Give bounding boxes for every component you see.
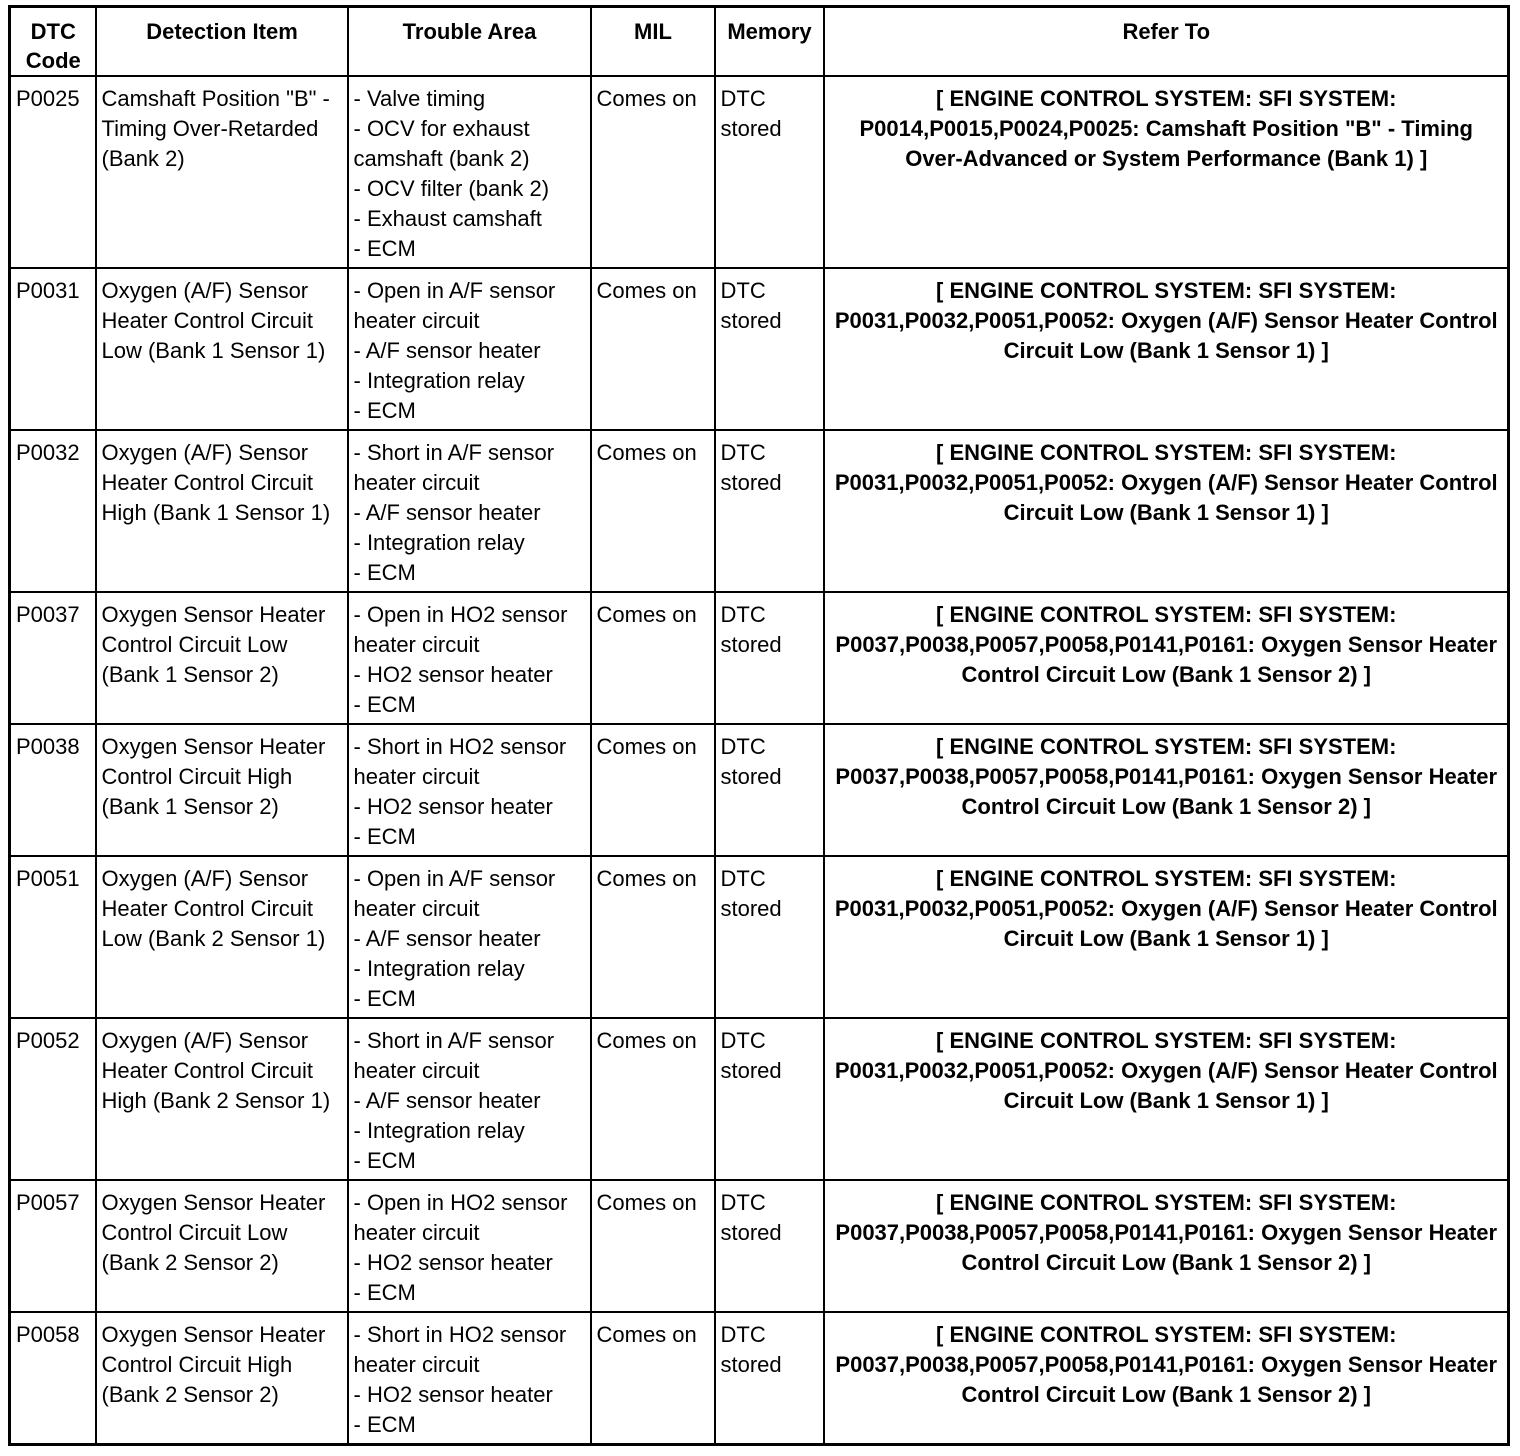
dtc-code-cell: P0032 (10, 430, 96, 592)
dtc-code-cell: P0052 (10, 1018, 96, 1180)
header-memory: Memory (715, 7, 824, 77)
refer-to-link[interactable]: [ ENGINE CONTROL SYSTEM: SFI SYSTEM: P0014,P0015,P0024,P0025: Camshaft Position "B" - Timing Over-Advanced or System Performance (Bank 1) ] (824, 76, 1509, 268)
memory-cell: DTC stored (715, 724, 824, 856)
table-row (10, 1312, 1509, 1444)
detection-item-cell: Oxygen Sensor Heater Control Circuit Low (Bank 2 Sensor 2) (96, 1180, 348, 1312)
detection-item-cell: Oxygen Sensor Heater Control Circuit High (Bank 2 Sensor 2) (96, 1312, 348, 1444)
header-detection-item: Detection Item (96, 7, 348, 77)
header-mil: MIL (591, 7, 715, 77)
dtc-code-cell: P0025 (10, 76, 96, 268)
trouble-area-line: - Short in A/F sensor heater circuit (353, 1028, 555, 1083)
header-dtc-code: DTC Code (10, 7, 96, 77)
detection-item-cell: Oxygen (A/F) Sensor Heater Control Circuit Low (Bank 2 Sensor 1) (96, 856, 348, 1018)
memory-cell: DTC stored (715, 1312, 824, 1444)
trouble-area-cell (348, 430, 591, 592)
table-row (10, 592, 1509, 724)
trouble-area-line: - HO2 sensor heater (353, 1250, 553, 1275)
memory-cell: DTC stored (715, 76, 824, 268)
mil-cell: Comes on (591, 1180, 715, 1312)
trouble-area-line: - OCV filter (bank 2) (353, 176, 550, 201)
trouble-area-line: - Open in A/F sensor heater circuit (353, 866, 556, 921)
refer-to-link[interactable]: [ ENGINE CONTROL SYSTEM: SFI SYSTEM: P0031,P0032,P0051,P0052: Oxygen (A/F) Sensor Heater Control Circuit Low (Bank 1 Sensor 1) ] (824, 268, 1509, 430)
trouble-area-line: - ECM (353, 1148, 416, 1173)
trouble-area-cell (348, 592, 591, 724)
table-row (10, 76, 1509, 268)
table-row (10, 1018, 1509, 1180)
dtc-code-cell: P0057 (10, 1180, 96, 1312)
refer-to-link[interactable]: [ ENGINE CONTROL SYSTEM: SFI SYSTEM: P0037,P0038,P0057,P0058,P0141,P0161: Oxygen Sensor Heater Control Circuit Low (Bank 1 Sensor 2) ] (824, 1312, 1509, 1444)
dtc-code-cell: P0058 (10, 1312, 96, 1444)
trouble-area-line: - ECM (353, 236, 416, 261)
trouble-area-line: - Valve timing (353, 86, 486, 111)
mil-cell: Comes on (591, 268, 715, 430)
trouble-area-line: - Integration relay (353, 1118, 525, 1143)
trouble-area-line: - ECM (353, 692, 416, 717)
trouble-area-line: - A/F sensor heater (353, 1088, 541, 1113)
table-row (10, 1180, 1509, 1312)
mil-cell: Comes on (591, 430, 715, 592)
trouble-area-line: - Short in HO2 sensor heater circuit (353, 1322, 567, 1377)
refer-to-link[interactable]: [ ENGINE CONTROL SYSTEM: SFI SYSTEM: P0031,P0032,P0051,P0052: Oxygen (A/F) Sensor Heater Control Circuit Low (Bank 1 Sensor 1) ] (824, 430, 1509, 592)
trouble-area-cell (348, 724, 591, 856)
trouble-area-line: - A/F sensor heater (353, 338, 541, 363)
trouble-area-line: - Open in HO2 sensor heater circuit (353, 1190, 568, 1245)
trouble-area-line: - Integration relay (353, 530, 525, 555)
trouble-area-line: - Open in HO2 sensor heater circuit (353, 602, 568, 657)
refer-to-link[interactable]: [ ENGINE CONTROL SYSTEM: SFI SYSTEM: P0031,P0032,P0051,P0052: Oxygen (A/F) Sensor Heater Control Circuit Low (Bank 1 Sensor 1) ] (824, 1018, 1509, 1180)
trouble-area-line: - A/F sensor heater (353, 926, 541, 951)
memory-cell: DTC stored (715, 592, 824, 724)
trouble-area-line: - HO2 sensor heater (353, 794, 553, 819)
table-row (10, 268, 1509, 430)
memory-cell: DTC stored (715, 856, 824, 1018)
mil-cell: Comes on (591, 592, 715, 724)
dtc-table-container (8, 5, 1510, 1446)
refer-to-link[interactable]: [ ENGINE CONTROL SYSTEM: SFI SYSTEM: P0037,P0038,P0057,P0058,P0141,P0161: Oxygen Sensor Heater Control Circuit Low (Bank 1 Sensor 2) ] (824, 592, 1509, 724)
mil-cell: Comes on (591, 1312, 715, 1444)
trouble-area-line: - ECM (353, 1412, 416, 1437)
trouble-area-line: - Short in A/F sensor heater circuit (353, 440, 555, 495)
mil-cell: Comes on (591, 856, 715, 1018)
trouble-area-line: - OCV for exhaust camshaft (bank 2) (353, 116, 530, 171)
refer-to-link[interactable]: [ ENGINE CONTROL SYSTEM: SFI SYSTEM: P0037,P0038,P0057,P0058,P0141,P0161: Oxygen Sensor Heater Control Circuit Low (Bank 1 Sensor 2) ] (824, 1180, 1509, 1312)
trouble-area-line: - ECM (353, 824, 416, 849)
trouble-area-line: - Integration relay (353, 956, 525, 981)
table-row (10, 430, 1509, 592)
trouble-area-line: - ECM (353, 560, 416, 585)
mil-cell: Comes on (591, 76, 715, 268)
trouble-area-line: - Short in HO2 sensor heater circuit (353, 734, 567, 789)
memory-cell: DTC stored (715, 430, 824, 592)
dtc-code-cell: P0037 (10, 592, 96, 724)
mil-cell: Comes on (591, 1018, 715, 1180)
trouble-area-line: - ECM (353, 398, 416, 423)
trouble-area-line: - HO2 sensor heater (353, 1382, 553, 1407)
dtc-code-cell: P0038 (10, 724, 96, 856)
trouble-area-line: - HO2 sensor heater (353, 662, 553, 687)
detection-item-cell: Oxygen (A/F) Sensor Heater Control Circuit Low (Bank 1 Sensor 1) (96, 268, 348, 430)
trouble-area-line: - ECM (353, 986, 416, 1011)
memory-cell: DTC stored (715, 1180, 824, 1312)
mil-cell: Comes on (591, 724, 715, 856)
memory-cell: DTC stored (715, 1018, 824, 1180)
trouble-area-line: - Integration relay (353, 368, 525, 393)
trouble-area-line: - Open in A/F sensor heater circuit (353, 278, 556, 333)
trouble-area-line: - ECM (353, 1280, 416, 1305)
detection-item-cell: Oxygen (A/F) Sensor Heater Control Circuit High (Bank 1 Sensor 1) (96, 430, 348, 592)
detection-item-cell: Oxygen (A/F) Sensor Heater Control Circuit High (Bank 2 Sensor 1) (96, 1018, 348, 1180)
dtc-table (8, 5, 1510, 1446)
memory-cell: DTC stored (715, 268, 824, 430)
trouble-area-cell (348, 1312, 591, 1444)
header-trouble-area: Trouble Area (348, 7, 591, 77)
dtc-code-cell: P0031 (10, 268, 96, 430)
trouble-area-line: - Exhaust camshaft (353, 206, 542, 231)
detection-item-cell: Oxygen Sensor Heater Control Circuit High (Bank 1 Sensor 2) (96, 724, 348, 856)
table-row (10, 856, 1509, 1018)
refer-to-link[interactable]: [ ENGINE CONTROL SYSTEM: SFI SYSTEM: P0037,P0038,P0057,P0058,P0141,P0161: Oxygen Sensor Heater Control Circuit Low (Bank 1 Sensor 2) ] (824, 724, 1509, 856)
dtc-code-cell: P0051 (10, 856, 96, 1018)
trouble-area-cell (348, 76, 591, 268)
detection-item-cell: Camshaft Position "B" - Timing Over-Retarded (Bank 2) (96, 76, 348, 268)
trouble-area-cell (348, 268, 591, 430)
trouble-area-line: - A/F sensor heater (353, 500, 541, 525)
trouble-area-cell (348, 856, 591, 1018)
header-refer-to: Refer To (824, 7, 1509, 77)
header-row (10, 7, 1509, 77)
trouble-area-cell (348, 1180, 591, 1312)
detection-item-cell: Oxygen Sensor Heater Control Circuit Low (Bank 1 Sensor 2) (96, 592, 348, 724)
refer-to-link[interactable]: [ ENGINE CONTROL SYSTEM: SFI SYSTEM: P0031,P0032,P0051,P0052: Oxygen (A/F) Sensor Heater Control Circuit Low (Bank 1 Sensor 1) ] (824, 856, 1509, 1018)
trouble-area-cell (348, 1018, 591, 1180)
table-row (10, 724, 1509, 856)
